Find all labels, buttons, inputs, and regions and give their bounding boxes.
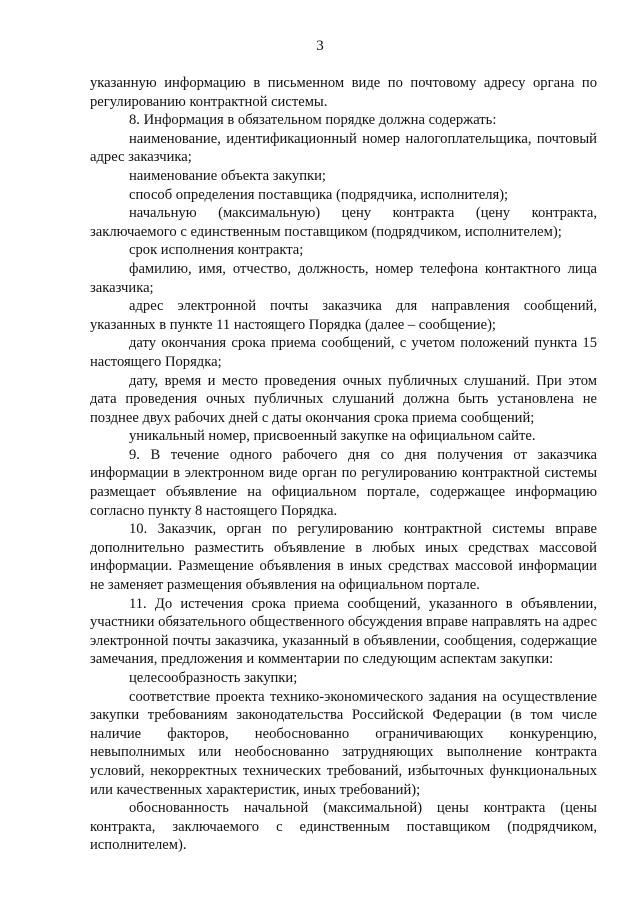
paragraph-continuation: указанную информацию в письменном виде по почтовому адресу органа по регулированию контрактной системы. (90, 75, 597, 110)
paragraph-item-11: 11. До истечения срока приема сообщений, указанного в объявлении, участники обязательного общественного обсуждения вправе направлять на адрес электронной почты заказчика, указанный в объявлении, сообщения, содержащие замечания, предложения и комментарии по следующим аспектам закупки: (90, 595, 597, 668)
list-item: целесообразность закупки; (129, 670, 298, 686)
list-item: фамилию, имя, отчество, должность, номер телефона контактного лица заказчика; (90, 260, 597, 296)
list-item: дату, время и место проведения очных публичных слушаний. При этом дата проведения очных публичных слушаний должна быть установлена не позднее двух рабочих дней с даты окончания срока приема сообщений; (90, 372, 597, 426)
list-item: обоснованность начальной (максимальной) цены контракта (цены контракта, заключаемого с единственным поставщиком (подрядчиком, исполнителем). (90, 800, 597, 854)
list-item: уникальный номер, присвоенный закупке на официальном сайте. (129, 428, 536, 445)
list-item: адрес электронной почты заказчика для направления сообщений, указанных в пункте 11 настоящего Порядка (далее – сообщение); (90, 298, 597, 333)
paragraph-item-10: 10. Заказчик, орган по регулированию контрактной системы вправе дополнительно разместить объявление в любых иных средствах массовой информации. Размещение объявления в иных средствах массовой информации не заменяет размещения объявления на официальном портале. (90, 521, 597, 594)
list-item: соответствие проекта технико-экономического задания на осуществление закупки требованиям законодательства Российской Федерации (в том числе наличие факторов, необоснованно ограничивающих конкуренцию, невыполнимых или необоснованно затрудняющих выполнение контракта условий, некорректных технических требований, избыточных функциональных или качественных характеристик, иных требований); (90, 688, 597, 798)
paragraph-item-8: 8. Информация в обязательном порядке должна содержать: (129, 112, 497, 129)
list-item: дату окончания срока приема сообщений, с учетом положений пункта 15 настоящего Порядка; (90, 335, 597, 370)
document-body (90, 74, 597, 855)
list-item: начальную (максимальную) цену контракта (цену контракта, заключаемого с единственным поставщиком (подрядчиком, исполнителем); (90, 205, 597, 240)
list-item: срок исполнения контракта; (129, 242, 304, 259)
list-item: способ определения поставщика (подрядчика, исполнителя); (129, 186, 509, 203)
list-item: наименование, идентификационный номер налогоплательщика, почтовый адрес заказчика; (90, 130, 597, 166)
paragraph-item-9: 9. В течение одного рабочего дня со дня получения от заказчика информации в электронном виде орган по регулированию контрактной системы размещает объявление на официальном портале, содержащее информацию согласно пункту 8 настоящего Порядка. (90, 446, 597, 519)
list-item: наименование объекта закупки; (129, 167, 326, 184)
page-number: 3 (316, 38, 324, 54)
